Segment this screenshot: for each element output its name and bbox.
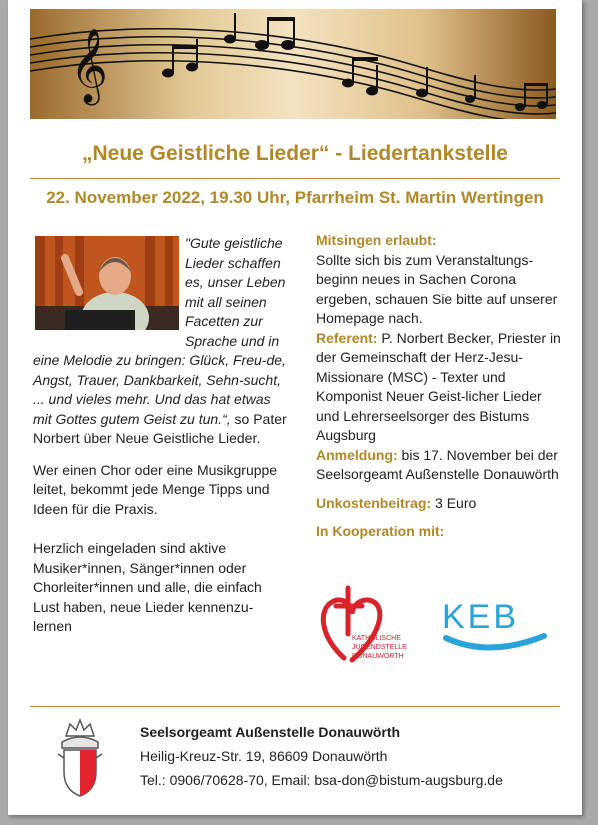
keb-logo-text: KEB	[442, 598, 520, 636]
anmeldung-text: bis 17. November bei der Seelsorgeamt Außenstelle Donauwörth	[316, 446, 559, 482]
mitsingen-label: Mitsingen erlaubt:	[316, 232, 437, 248]
event-date-location: 22. November 2022, 19.30 Uhr, Pfarrheim St. Martin Wertingen	[46, 188, 544, 207]
right-column	[316, 231, 562, 542]
quote-attribution: so Pater Norbert über Neue Geistliche Lieder.	[33, 410, 287, 446]
unkosten-text: 3 Euro	[431, 494, 477, 511]
referent-block	[316, 329, 562, 446]
footer-contact-line: Tel.: 0906/70628-70, Email: bsa-don@bistum-augsburg.de	[140, 772, 503, 788]
kjs-logo	[314, 580, 564, 670]
referent-label: Referent:	[316, 329, 378, 346]
footer-address: Heilig-Kreuz-Str. 19, 86609 Donauwörth	[140, 748, 388, 764]
unkosten-label: Unkostenbeitrag:	[316, 494, 432, 511]
paragraph-invitation: Herzlich eingeladen sind aktive Musiker*innen, Sänger*innen oder Chorleiter*innen und alle, die einfach Lust haben, neue Lieder kennenzu-lernen	[33, 540, 262, 634]
quote-continued	[33, 351, 291, 449]
footer-org: Seelsorgeamt Außenstelle Donauwörth	[140, 724, 401, 740]
referent-text: P. Norbert Becker, Priester in der Gemeinschaft der Herz-Jesu-Missionare (MSC) - Texter und Komponist Neuer Geist-licher Lieder und Lehrerseelsorger des Bistums Augsburg	[316, 329, 561, 443]
anmeldung-block	[316, 446, 562, 485]
flyer-page	[8, 0, 582, 815]
treble-clef-icon: 𝄞	[70, 29, 108, 103]
footer-contact	[140, 720, 503, 792]
kjs-line2: JUGENDSTELLE	[352, 644, 407, 651]
unkosten-block	[316, 494, 562, 514]
kooperation-label: In Kooperation mit:	[316, 523, 445, 539]
mitsingen-text: Sollte sich bis zum Veranstaltungs-beginn neues in Sachen Corona ergeben, schauen Sie bitte auf unserer Homepage nach.	[316, 251, 558, 326]
quote-text-rest: eine Melodie zu bringen: Glück, Freu-de, Angst, Trauer, Dankbarkeit, Sehn-sucht, ... und vieles mehr. Und das hat etwas mit Gottes gutem Geist zu tun.“,	[33, 352, 286, 427]
footer-divider	[30, 706, 560, 707]
left-column	[33, 234, 291, 637]
keb-swoosh-icon	[446, 636, 544, 648]
paragraph-practice-tips: Wer einen Chor oder eine Musikgruppe leitet, bekommt jede Menge Tipps und Ideen für die Praxis.	[33, 461, 278, 517]
kjs-line1: KATHOLISCHE	[352, 635, 401, 642]
event-title: „Neue Geistliche Lieder“ - Liedertankstelle	[82, 142, 508, 165]
partner-logos	[314, 580, 564, 670]
quote-text-top: "Gute geistliche Lieder schaffen es, unser Leben mit all seinen Facetten zur Sprache und in	[185, 235, 286, 349]
anmeldung-label: Anmeldung:	[316, 446, 398, 463]
music-notes-illustration	[30, 9, 556, 119]
diocese-crest-icon	[52, 718, 108, 798]
kjs-line3: DONAUWÖRTH	[352, 653, 404, 660]
music-notes-banner	[30, 9, 556, 119]
title-divider	[30, 178, 560, 179]
